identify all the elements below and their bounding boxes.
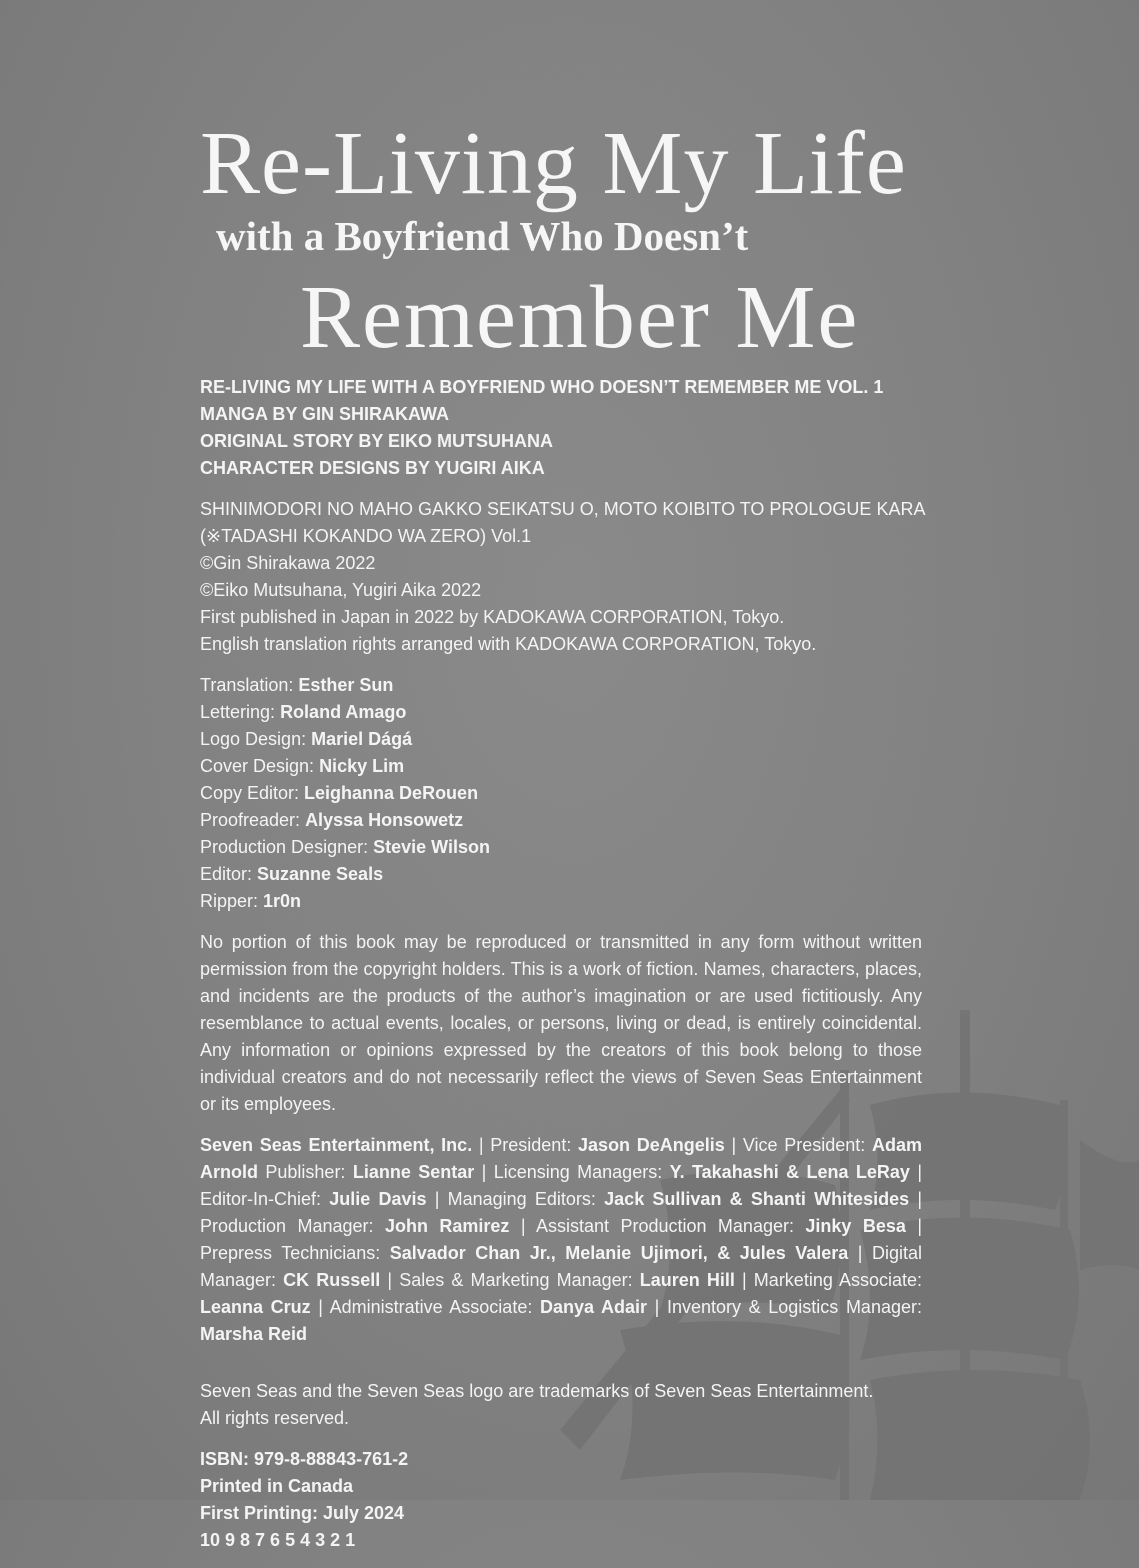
credit-line bbox=[200, 780, 922, 807]
credit-role: Cover Design: bbox=[200, 756, 320, 776]
credit-line bbox=[200, 807, 922, 834]
printing-block bbox=[200, 1446, 922, 1554]
credit-name: Leighanna DeRouen bbox=[304, 783, 479, 803]
volume-title: RE-LIVING MY LIFE WITH A BOYFRIEND WHO DOESN’T REMEMBER ME VOL. 1 bbox=[200, 377, 884, 397]
publication-line: First published in Japan in 2022 by KADOKAWA CORPORATION, Tokyo. bbox=[200, 607, 785, 627]
story-credit: ORIGINAL STORY BY EIKO MUTSUHANA bbox=[200, 431, 554, 451]
staff-role: | Administrative Associate: bbox=[310, 1297, 540, 1317]
credit-role: Ripper: bbox=[200, 891, 264, 911]
printed-in: Printed in Canada bbox=[200, 1476, 354, 1496]
staff-role: | Marketing Associate: bbox=[734, 1270, 922, 1290]
isbn: ISBN: 979-8-88843-761-2 bbox=[200, 1449, 409, 1469]
staff-role: | Managing Editors: bbox=[426, 1189, 605, 1209]
credits-list bbox=[200, 672, 922, 915]
staff-role: | Inventory & Logistics Manager: bbox=[647, 1297, 922, 1317]
credit-role: Translation: bbox=[200, 675, 299, 695]
disclaimer-paragraph: No portion of this book may be reproduced or transmitted in any form without written permission from the copyright holders. This is a work of fiction. Names, characters, places, and incidents are the products of the author’s imagination or are used fictitiously. Any resemblance to actual events, locales, or persons, living or dead, is entirely coincidental. Any information or opinions expressed by the creators of this book belong to those individual creators and do not necessarily reflect the views of Seven Seas Entertainment or its employees. bbox=[200, 932, 922, 1114]
credit-line bbox=[200, 888, 922, 915]
title-block bbox=[200, 374, 922, 482]
staff-role: | Digital Manager: bbox=[200, 1243, 922, 1290]
staff-name: Marsha Reid bbox=[200, 1324, 308, 1344]
copyright-line: ©Eiko Mutsuhana, Yugiri Aika 2022 bbox=[200, 580, 482, 600]
staff-role: | Vice President: bbox=[724, 1135, 872, 1155]
rights-block bbox=[200, 496, 926, 658]
original-title-line1: SHINIMODORI NO MAHO GAKKO SEIKATSU O, MOTO KOIBITO TO PROLOGUE KARA bbox=[200, 499, 926, 519]
staff-role: | Sales & Marketing Manager: bbox=[380, 1270, 640, 1290]
credit-line bbox=[200, 699, 922, 726]
credit-name: Esther Sun bbox=[298, 675, 394, 695]
first-printing: First Printing: July 2024 bbox=[200, 1503, 405, 1523]
staff-role: | Production Manager: bbox=[200, 1189, 922, 1236]
credit-name: Roland Amago bbox=[280, 702, 407, 722]
copyright-page bbox=[200, 374, 926, 1568]
staff-name: Jinky Besa bbox=[805, 1216, 906, 1236]
translation-rights-line: English translation rights arranged with KADOKAWA CORPORATION, Tokyo. bbox=[200, 634, 817, 654]
credit-line bbox=[200, 861, 922, 888]
staff-name: Salvador Chan Jr., Melanie Ujimori, & Jules Valera bbox=[389, 1243, 849, 1263]
original-title-line2: (※TADASHI KOKANDO WA ZERO) Vol.1 bbox=[200, 526, 532, 546]
staff-name: Lauren Hill bbox=[639, 1270, 735, 1290]
credit-name: Suzanne Seals bbox=[257, 864, 384, 884]
credit-role: Production Designer: bbox=[200, 837, 374, 857]
copyright-line: ©Gin Shirakawa 2022 bbox=[200, 553, 376, 573]
credit-role: Proofreader: bbox=[200, 810, 306, 830]
credit-line bbox=[200, 834, 922, 861]
credit-role: Editor: bbox=[200, 864, 258, 884]
credit-line bbox=[200, 672, 922, 699]
credit-name: Alyssa Honsowetz bbox=[305, 810, 464, 830]
staff-role: | President: bbox=[472, 1135, 579, 1155]
manga-credit: MANGA BY GIN SHIRAKAWA bbox=[200, 404, 450, 424]
staff-role: | Prepress Technicians: bbox=[200, 1216, 923, 1263]
staff-name: Adam Arnold bbox=[200, 1135, 923, 1182]
staff-role: | Editor-In-Chief: bbox=[200, 1162, 922, 1209]
staff-name: Jason DeAngelis bbox=[578, 1135, 725, 1155]
printing-number-line: 10 9 8 7 6 5 4 3 2 1 bbox=[200, 1530, 356, 1550]
staff-name: Lianne Sentar bbox=[352, 1162, 475, 1182]
credit-name: 1r0n bbox=[263, 891, 302, 911]
credit-name: Stevie Wilson bbox=[373, 837, 490, 857]
staff-role: | Licensing Managers: bbox=[474, 1162, 670, 1182]
staff-name: Danya Adair bbox=[539, 1297, 647, 1317]
credit-name: Mariel Dágá bbox=[311, 729, 413, 749]
series-logo bbox=[0, 0, 1139, 367]
staff-name: Jack Sullivan & Shanti Whitesides bbox=[604, 1189, 910, 1209]
staff-name: CK Russell bbox=[283, 1270, 381, 1290]
staff-name: Julie Davis bbox=[329, 1189, 427, 1209]
logo-title-line3: Remember Me bbox=[300, 268, 860, 367]
rights-reserved-line: All rights reserved. bbox=[200, 1408, 350, 1428]
character-design-credit: CHARACTER DESIGNS BY YUGIRI AIKA bbox=[200, 458, 545, 478]
staff-name: John Ramirez bbox=[384, 1216, 510, 1236]
staff-role: Publisher: bbox=[258, 1162, 353, 1182]
credit-line bbox=[200, 726, 922, 753]
credit-role: Copy Editor: bbox=[200, 783, 305, 803]
staff-list bbox=[200, 1132, 922, 1348]
staff-role: | Assistant Production Manager: bbox=[509, 1216, 806, 1236]
trademark-line: Seven Seas and the Seven Seas logo are trademarks of Seven Seas Entertainment. bbox=[200, 1381, 874, 1401]
staff-name: Leanna Cruz bbox=[200, 1297, 311, 1317]
logo-title-line2: with a Boyfriend Who Doesn’t bbox=[216, 213, 749, 259]
credit-name: Nicky Lim bbox=[319, 756, 405, 776]
credit-line bbox=[200, 753, 922, 780]
logo-title-line1: Re-Living My Life bbox=[200, 114, 907, 213]
staff-name: Y. Takahashi & Lena LeRay bbox=[669, 1162, 910, 1182]
credit-role: Logo Design: bbox=[200, 729, 312, 749]
credit-role: Lettering: bbox=[200, 702, 281, 722]
trademark-block bbox=[200, 1378, 922, 1432]
staff-name: Seven Seas Entertainment, Inc. bbox=[200, 1135, 473, 1155]
